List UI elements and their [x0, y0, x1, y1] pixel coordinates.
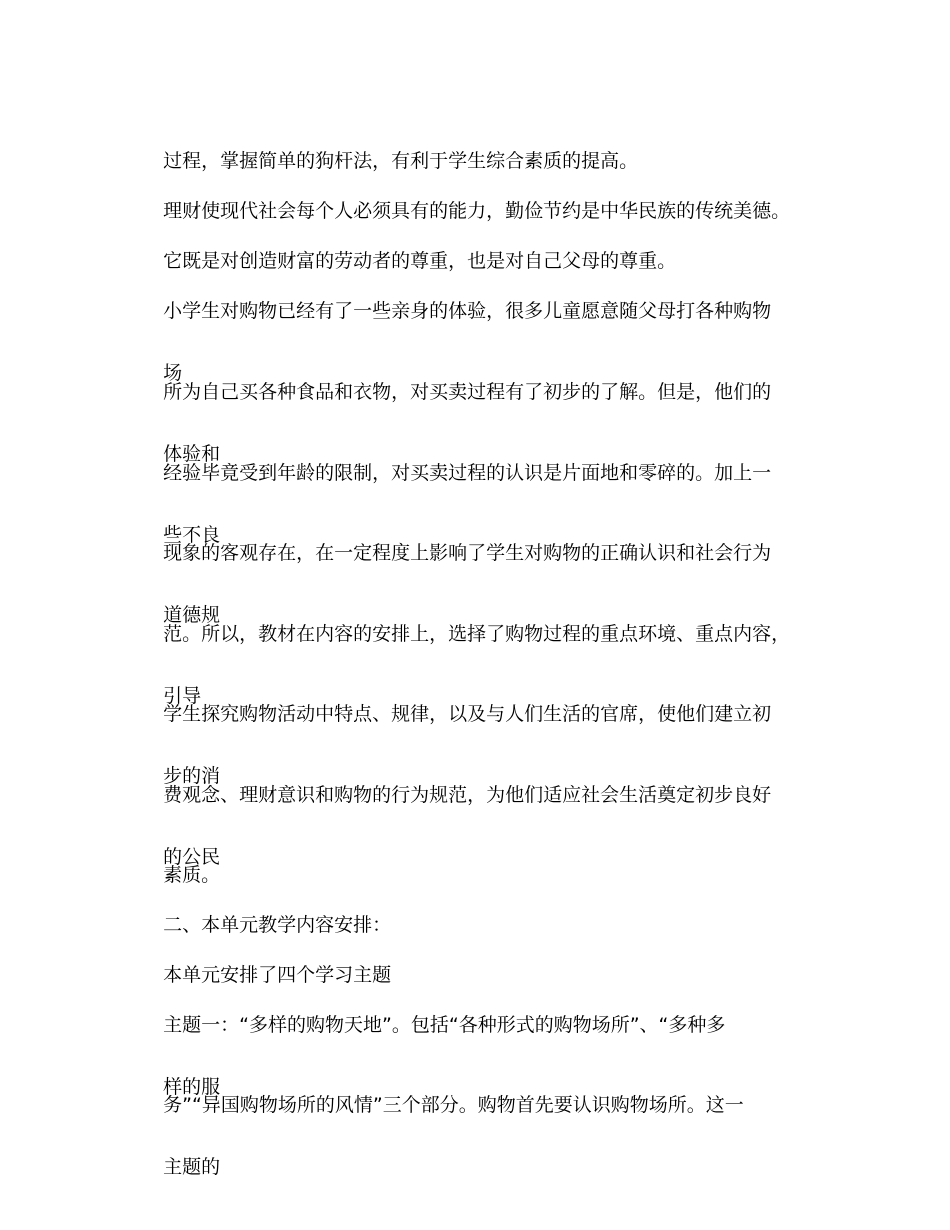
- paragraph: [139, 1059, 839, 1214]
- paragraph-line: 范。所以，教材在内容的安排上，选择了购物过程的重点环境、重点内容，: [163, 623, 791, 645]
- paragraph-line: 体验和: [163, 443, 221, 465]
- paragraph-line: 主题一：“多样的购物天地”。包括“各种形式的购物场所”、“多种多: [163, 1014, 726, 1036]
- paragraph-line: 理财使现代社会每个人必须具有的能力，勤俭节约是中华民族的传统美德。: [163, 200, 791, 222]
- paragraph-line: 样的服: [163, 1076, 221, 1098]
- paragraph-line: 的公民: [163, 846, 221, 868]
- paragraph-line: 些不良: [163, 524, 221, 546]
- paragraph-line: 学生探究购物活动中特点、规律，以及与人们生活的官席，使他们建立初: [163, 703, 772, 725]
- paragraph-line: 主题的: [163, 1156, 221, 1178]
- paragraph-line: 所为自己买各种食品和衣物，对买卖过程有了初步的了解。但是，他们的: [163, 381, 772, 403]
- paragraph-line: 引导: [163, 685, 202, 707]
- paragraph-line: 费观念、理财意识和购物的行为规范，为他们适应社会生活奠定初步良好: [163, 784, 772, 806]
- paragraph-line: 经验毕竟受到年龄的限制，对买卖过程的认识是片面地和零碎的。加上一: [163, 462, 772, 484]
- paragraph-line: 二、本单元教学内容安排：: [163, 914, 392, 936]
- paragraph-line: 它既是对创造财富的劳动者的尊重，也是对自己父母的尊重。: [163, 250, 677, 272]
- paragraph-line: 道德规: [163, 604, 221, 626]
- paragraph-line: 步的消: [163, 765, 221, 787]
- paragraph-line: 过程，掌握简单的狗杆法，有利于学生综合素质的提高。: [163, 150, 639, 172]
- paragraph-line: 务”“异国购物场所的风情”三个部分。购物首先要认识购物场所。这一: [163, 1094, 744, 1116]
- paragraph-line: 本单元安排了四个学习主题: [163, 964, 392, 986]
- paragraph-line: 现象的客观存在，在一定程度上影响了学生对购物的正确认识和社会行为: [163, 542, 772, 564]
- paragraph-line: 场: [163, 362, 183, 384]
- paragraph-line: 素质。: [163, 864, 221, 886]
- paragraph-line: 小学生对购物已经有了一些亲身的体验，很多儿童愿意随父母打各种购物: [163, 300, 772, 322]
